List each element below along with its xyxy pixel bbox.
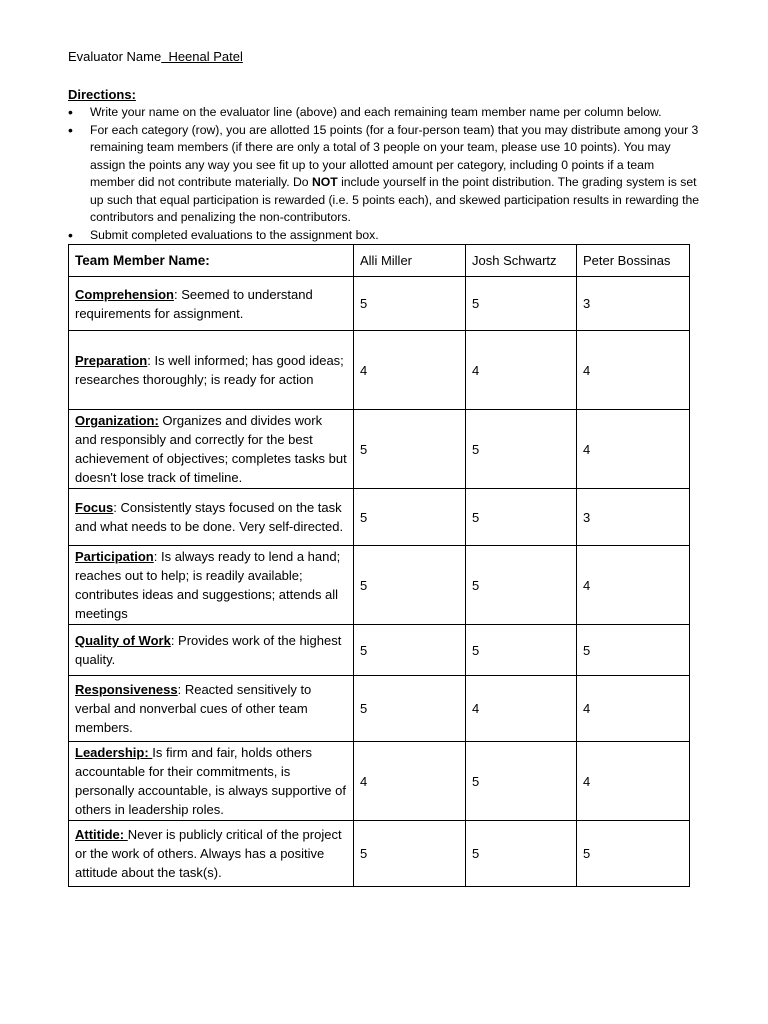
team-member-name-header: Team Member Name: (69, 245, 354, 277)
evaluator-label: Evaluator Name (68, 49, 162, 64)
table-header-row (69, 245, 690, 277)
score-cell[interactable]: 5 (466, 625, 577, 676)
criterion-responsiveness: Responsiveness: Reacted sensitively to verbal and nonverbal cues of other team members. (69, 676, 354, 742)
criterion-attitude: Attitide: Never is publicly critical of the project or the work of others. Always has a positive attitude about the task(s). (69, 821, 354, 887)
table-row (69, 410, 690, 489)
criterion-preparation: Preparation: Is well informed; has good ideas; researches thoroughly; is ready for action (69, 331, 354, 410)
table-row (69, 625, 690, 676)
direction-item-3: • Submit completed evaluations to the assignment box. (68, 227, 700, 245)
score-cell[interactable]: 5 (354, 410, 466, 489)
score-cell[interactable]: 5 (354, 676, 466, 742)
criterion-leadership: Leadership: Is firm and fair, holds others accountable for their commitments, is personally accountable, is always supportive of others in leadership roles. (69, 742, 354, 821)
criterion-quality-of-work: Quality of Work: Provides work of the highest quality. (69, 625, 354, 676)
evaluator-name: Heenal Patel (161, 49, 243, 64)
member-name-1: Alli Miller (354, 245, 466, 277)
criterion-organization: Organization: Organizes and divides work and responsibly and correctly for the best achievement of objectives; completes tasks but doesn't lose track of timeline. (69, 410, 354, 489)
directions-heading: Directions: (68, 87, 136, 102)
score-cell[interactable]: 5 (466, 742, 577, 821)
score-cell[interactable]: 5 (466, 546, 577, 625)
score-cell[interactable]: 5 (354, 821, 466, 887)
score-cell[interactable]: 4 (577, 410, 690, 489)
score-cell[interactable]: 4 (577, 742, 690, 821)
table-row (69, 489, 690, 546)
score-cell[interactable]: 3 (577, 277, 690, 331)
evaluator-line (68, 48, 700, 66)
score-cell[interactable]: 5 (466, 410, 577, 489)
score-cell[interactable]: 5 (354, 625, 466, 676)
score-cell[interactable]: 4 (354, 331, 466, 410)
criterion-participation: Participation: Is always ready to lend a hand; reaches out to help; is readily available; contributes ideas and suggestions; attends all meetings (69, 546, 354, 625)
table-row (69, 742, 690, 821)
score-cell[interactable]: 5 (466, 821, 577, 887)
table-row (69, 676, 690, 742)
score-cell[interactable]: 5 (577, 821, 690, 887)
table-row (69, 277, 690, 331)
criterion-focus: Focus: Consistently stays focused on the task and what needs to be done. Very self-directed. (69, 489, 354, 546)
score-cell[interactable]: 5 (577, 625, 690, 676)
evaluation-form (68, 48, 700, 887)
score-cell[interactable]: 4 (577, 331, 690, 410)
evaluation-table (68, 244, 690, 887)
score-cell[interactable]: 4 (577, 676, 690, 742)
table-row (69, 331, 690, 410)
score-cell[interactable]: 4 (466, 331, 577, 410)
table-row (69, 546, 690, 625)
score-cell[interactable]: 4 (354, 742, 466, 821)
direction-item-1: • Write your name on the evaluator line (above) and each remaining team member name per column below. (68, 104, 700, 122)
score-cell[interactable]: 4 (466, 676, 577, 742)
score-cell[interactable]: 5 (466, 489, 577, 546)
score-cell[interactable]: 5 (354, 489, 466, 546)
score-cell[interactable]: 5 (354, 277, 466, 331)
table-row (69, 821, 690, 887)
score-cell[interactable]: 5 (466, 277, 577, 331)
score-cell[interactable]: 4 (577, 546, 690, 625)
score-cell[interactable]: 3 (577, 489, 690, 546)
direction-item-2: • For each category (row), you are allotted 15 points (for a four-person team) that you may distribute among your 3 remaining team members (if there are only a total of 3 people on your team, please use 10 points). You may assign the points any way you see fit up to your allotted amount per category, including 0 points if a team member did not contribute materially. Do NOT include yourself in the point distribution. The grading system is set up such that equal participation is rewarded (i.e. 5 points each), and skewed participation results in rewarding the contributors and penalizing the non-contributors. (68, 122, 700, 227)
member-name-2: Josh Schwartz (466, 245, 577, 277)
member-name-3: Peter Bossinas (577, 245, 690, 277)
criterion-comprehension: Comprehension: Seemed to understand requirements for assignment. (69, 277, 354, 331)
directions-list (68, 104, 700, 244)
score-cell[interactable]: 5 (354, 546, 466, 625)
not-emphasis: NOT (311, 175, 338, 189)
